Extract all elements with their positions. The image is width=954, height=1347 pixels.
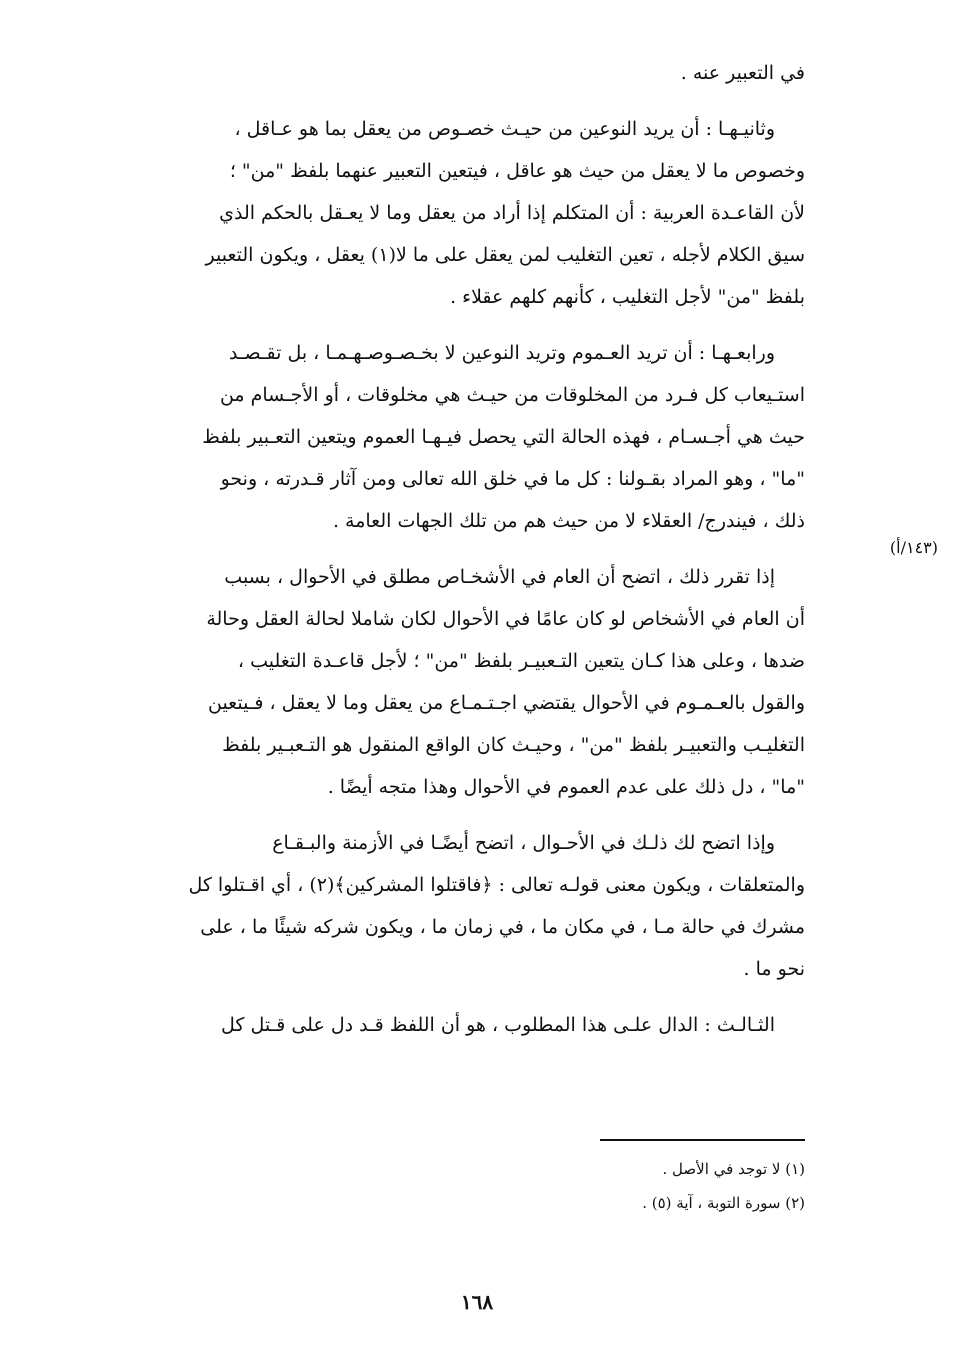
text-line: ذلك ، فيندرج/ العقلاء لا من حيث هم من تلك الجهات العامة . [332, 510, 805, 532]
text-line: مشرك في حالة مـا ، في مكان ما ، في زمان ما ، ويكون شركه شيئًا ما ، على [200, 916, 805, 938]
footnotes [470, 1152, 805, 1220]
text-line: وثانيـهـا : أن يريد النوعين من حيـث خصـوص من يعقل بما هو عـاقل ، [234, 118, 775, 140]
text-line: الثـالـث : الدال علـى هذا المطلوب ، هو أن اللفظ قـد دل على قـتل كل [221, 1014, 775, 1036]
page-number: ١٦٨ [460, 1290, 494, 1314]
text-line: ضدها ، وعلى هذا كـان يتعين التـعبيـر بلفظ "من" ؛ لأجل قاعـدة التغليب ، [237, 650, 805, 672]
text-line: استـيعاب كل فـرد من المخلوقات من حيـث هي مخلوقات ، أو الأجـسام من [219, 384, 805, 406]
body-text [70, 52, 805, 1046]
text-line: ورابعـهـا : أن تريد العـموم وتريد النوعين لا بخـصـوصـهـمـا ، بل تقـصـد [228, 342, 775, 364]
manuscript-folio-note: (١٤٣/أ) [889, 538, 938, 557]
text-line: وخصوص ما لا يعقل من حيث هو عاقل ، فيتعين التعبير عنهما بلفظ "من" ؛ [229, 160, 805, 182]
text-line: والقول بالعـمـوم في الأحوال يقتضي اجـتـمـاع من يعقل وما لا يعقل ، فـيتعين [207, 692, 805, 714]
footnote-divider [600, 1139, 805, 1141]
text-line: حيث هي أجـسـام ، فهذه الحالة التي يحصل فيـهـا العموم ويتعين التعـبير بلفظ [202, 426, 805, 448]
footnote-2: (٢) سورة التوبة ، آية (٥) . [642, 1194, 805, 1212]
text-line: التغليـب والتعبيـر بلفظ "من" ، وحيـث كان الواقع المنقول هو التـعبـير بلفظ [222, 734, 805, 756]
text-line: "ما" ، وهو المراد بقـولنا : كل ما في خلق الله تعالى ومن آثار قـدرته ، ونحو [220, 468, 805, 490]
footnote-1: (١) لا توجد في الأصل . [662, 1160, 805, 1178]
text-line: وإذا اتضح لك ذلـك في الأحـوال ، اتضح أيضًـا في الأزمنة والبـقـاع [272, 832, 775, 854]
text-line: سيق الكلام لأجله ، تعين التغليب لمن يعقل على ما لا(١) يعقل ، ويكون التعبير [205, 244, 805, 266]
text-line: بلفظ "من" لأجل التغليب ، كأنهم كلهم عقلاء . [450, 286, 805, 308]
text-line: أن العام في الأشخاص لو كان عامًا في الأحوال لكان شاملا لحالة العقل وحالة [206, 608, 805, 630]
text-line: نحو ما . [743, 958, 805, 980]
text-line: "ما" ، دل ذلك على عدم العموم في الأحوال وهذا متجه أيضًا . [327, 776, 805, 798]
text-line: في التعبير عنه . [680, 62, 805, 84]
text-line: والمتعلقات ، ويكون معنى قولـه تعالى : ﴿فاقتلوا المشركين﴾(٢) ، أي اقـتلوا كل [188, 874, 805, 896]
text-line: لأن القاعـدة العربية : أن المتكلم إذا أراد من يعقل وما لا يعـقل بالحكم الذي [219, 202, 805, 224]
text-line: إذا تقرر ذلك ، اتضح أن العام في الأشخـاص مطلق في الأحوال ، بسبب [224, 566, 775, 588]
